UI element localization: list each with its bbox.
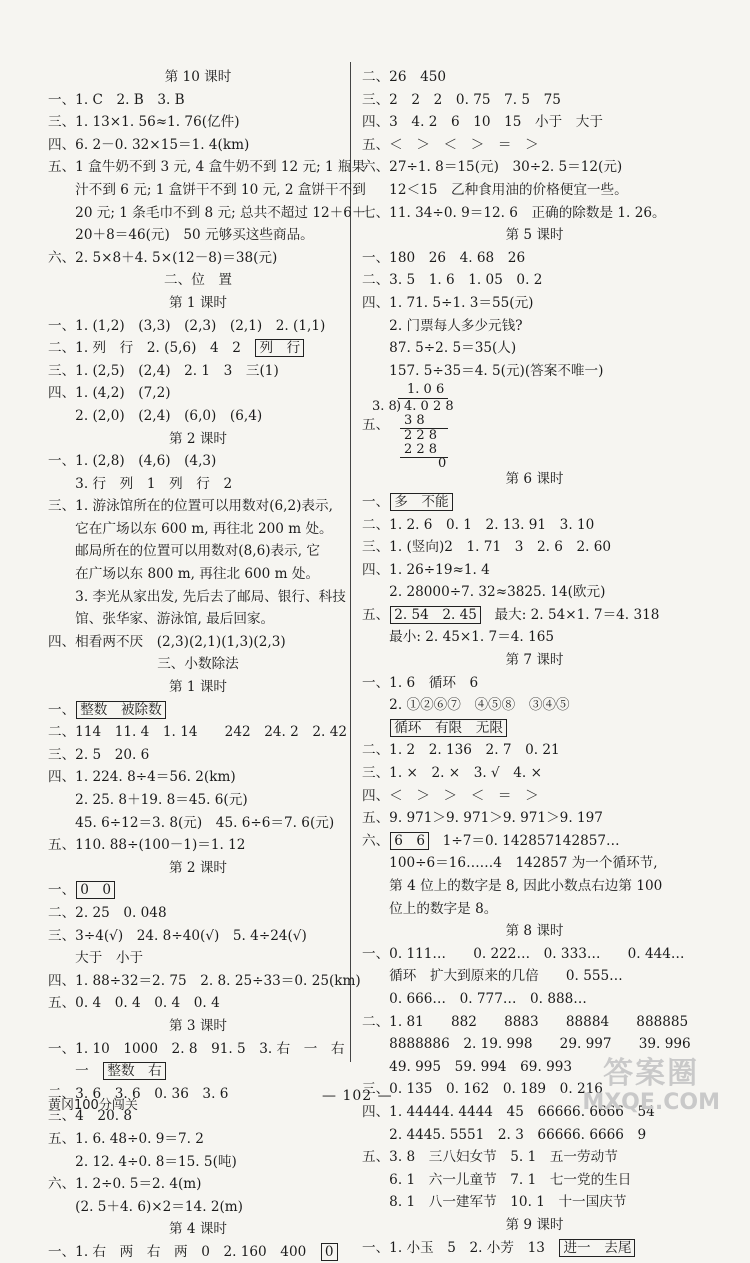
watermark-text: 答案圈 [603, 1056, 700, 1091]
answer-text: 四、相看两不厌 (2,3)(2,1)(1,3)(2,3) [48, 633, 286, 650]
watermark-logo [582, 1057, 720, 1115]
answer-line [48, 586, 348, 609]
section-heading [48, 269, 348, 292]
answer-line [362, 1169, 707, 1192]
answer-text: 2. ①②⑥⑦ ④⑤⑧ ③④⑤ [362, 697, 570, 714]
answer-text: 二、1. 2. 6 0. 1 2. 13. 91 3. 10 [362, 516, 595, 533]
book-title-label: 黄冈100分闯关 [48, 1098, 138, 1113]
answer-text: 三、1. (竖向)2 1. 71 3 2. 6 2. 60 [362, 539, 612, 556]
answer-line [362, 694, 707, 717]
answer-text: 第 4 位上的数字是 8, 因此小数点右边第 100 [362, 878, 663, 894]
answer-text: 六、 [362, 832, 390, 849]
answer-text: 87. 5÷2. 5＝35(人) [362, 340, 517, 357]
answer-line [362, 514, 707, 537]
answer-line [48, 789, 348, 812]
answer-text: 五、0. 4 0. 4 0. 4 0. 4 [48, 995, 220, 1012]
answer-line [48, 766, 348, 789]
division-remainder: 0 [438, 456, 447, 472]
boxed-answer: 循环 有限 无限 [390, 719, 507, 737]
answer-line [48, 631, 348, 654]
answer-line [362, 807, 707, 830]
answer-text: 45. 6÷12＝3. 8(元) 45. 6÷6＝7. 6(元) [48, 814, 335, 831]
answer-line [48, 1060, 348, 1083]
answer-line [48, 970, 361, 993]
section-heading [48, 66, 348, 89]
answer-text: 四、6. 2－0. 32×15＝1. 4(km) [48, 136, 250, 153]
answer-text: 二、26 450 [362, 69, 447, 85]
answer-text: 二、1. 81 882 8883 88884 888885 [362, 1013, 689, 1030]
answer-line [48, 473, 348, 496]
answer-text: 第 8 课时 [505, 923, 564, 940]
section-heading [48, 1015, 348, 1038]
answer-line [362, 965, 707, 988]
answer-text: 馆、张华家、游泳馆, 最后回家。 [48, 611, 275, 628]
answer-text: 49. 995 59. 994 69. 993 [362, 1058, 573, 1075]
boxed-answer: 0 0 [76, 881, 115, 899]
answer-text: 0. 666… 0. 777… 0. 888… [362, 990, 587, 1007]
answer-text: 第 10 课时 [164, 69, 232, 85]
answer-text: 2. 28000÷7. 32≈3825. 14(欧元) [362, 584, 606, 601]
answer-text: 三、2. 5 20. 6 [48, 746, 150, 763]
answer-line [48, 518, 348, 541]
answer-text: 一、 [362, 493, 390, 510]
answer-text: 六、27÷1. 8＝15(元) 30÷2. 5＝12(元) [362, 159, 623, 176]
answer-text: 七、11. 34÷0. 9＝12. 6 正确的除数是 1. 26。 [362, 204, 666, 221]
boxed-answer: 多 不能 [390, 493, 452, 511]
answer-line [48, 495, 348, 518]
answer-text: 四、1. 71. 5÷1. 3＝55(元) [362, 294, 534, 311]
answer-line [362, 626, 707, 649]
answer-line [362, 1237, 707, 1260]
answer-text: 第 1 课时 [168, 294, 228, 311]
answer-text: 2. 门票每人多少元钱? [362, 317, 523, 334]
answer-text: 五、110. 88÷(100－1)＝1. 12 [48, 837, 246, 854]
answer-line [362, 785, 707, 808]
section-heading [48, 857, 348, 880]
answer-text: 第 3 课时 [168, 1017, 228, 1034]
answer-line [362, 1191, 707, 1214]
answer-text: 邮局所在的位置可以用数对(8,6)表示, 它 [48, 543, 320, 560]
division-divisor: 3. 8 [372, 399, 397, 415]
answer-line [48, 699, 348, 722]
answer-line [48, 450, 348, 473]
division-bracket-side: ) [396, 399, 402, 415]
answer-line [362, 875, 707, 898]
answer-text: 二、1. 2 2. 136 2. 7 0. 21 [362, 742, 560, 759]
answer-line [362, 156, 707, 179]
answer-line [48, 1196, 348, 1219]
answer-line [362, 269, 707, 292]
answer-line [362, 739, 707, 762]
answer-line [362, 559, 707, 582]
boxed-answer: 0 [321, 1243, 338, 1261]
boxed-answer: 6 6 [390, 832, 429, 850]
answer-text: 在广场以东 800 m, 再往北 600 m 处。 [48, 566, 320, 583]
answer-text: 第 4 课时 [168, 1221, 228, 1238]
answer-text: 二、位 置 [164, 272, 232, 289]
answer-text: 五、1. 6. 48÷0. 9＝7. 2 [48, 1130, 204, 1147]
division-quotient: 1. 0 6 [407, 382, 445, 398]
answer-line [362, 717, 707, 740]
answer-text: 第 2 课时 [168, 430, 228, 447]
answer-text: 五、 [362, 606, 390, 623]
answer-text: 8. 1 八一建军节 10. 1 十一国庆节 [362, 1194, 627, 1211]
answer-text: 大于 小于 [48, 950, 144, 967]
watermark-url: MXQE.COM [582, 1090, 720, 1115]
answer-line [48, 834, 348, 857]
section-heading [48, 1218, 348, 1241]
answer-line [362, 581, 707, 604]
answer-text: 2. (2,0) (2,4) (6,0) (6,4) [48, 407, 263, 424]
answer-line [362, 604, 707, 627]
answer-line [48, 992, 348, 1015]
answer-text: 二、114 11. 4 1. 14 242 24. 2 2. 42 [48, 724, 347, 741]
answer-line [48, 540, 348, 563]
answer-line [48, 360, 348, 383]
answer-text: 五、1 盒牛奶不到 3 元, 4 盒牛奶不到 12 元; 1 瓶果 [48, 159, 366, 176]
answer-line [362, 1033, 707, 1056]
answer-line [48, 947, 348, 970]
answer-text: 一、1. (2,8) (4,6) (4,3) [48, 453, 217, 470]
answer-line [362, 247, 707, 270]
division-step-2: 2 2 8 [404, 428, 438, 444]
answer-line [362, 852, 707, 875]
answer-text: 一、0. 111… 0. 222… 0. 333… 0. 444… [362, 945, 685, 962]
answer-text: 二、3. 6 3. 6 0. 36 3. 6 [48, 1085, 229, 1102]
answer-text: 它在广场以东 600 m, 再往北 200 m 处。 [48, 520, 333, 537]
answer-text: 五、9. 971＞9. 971＞9. 971＞9. 197 [362, 810, 603, 827]
section-heading [362, 468, 707, 491]
answer-text: 第 5 课时 [505, 227, 564, 244]
answer-text-after: 1÷7＝0. 142857142857… [429, 832, 620, 849]
division-dividend: 4. 0 2 8 [404, 399, 454, 415]
boxed-answer: 整数 右 [103, 1062, 165, 1080]
answer-text: 一、 [48, 701, 76, 718]
boxed-answer: 列 行 [255, 339, 304, 357]
answer-text: 一、1. (1,2) (3,3) (2,3) (2,1) 2. (1,1) [48, 317, 326, 334]
answer-line [48, 134, 348, 157]
answer-line [362, 943, 707, 966]
answer-line [48, 111, 348, 134]
answer-text: 六、2. 5×8＋4. 5×(12－8)＝38(元) [48, 249, 278, 266]
answer-line [48, 224, 348, 247]
long-division-block [362, 382, 707, 472]
answer-text: 最小: 2. 45×1. 7＝4. 165 [362, 629, 555, 646]
answer-text: 一、 [48, 882, 76, 899]
section-heading [362, 224, 707, 247]
answer-line [48, 879, 348, 902]
answer-line [362, 762, 707, 785]
answer-text: 三、1. (2,5) (2,4) 2. 1 3 三(1) [48, 362, 279, 379]
answer-text: 一、1. 6 循环 6 [362, 674, 479, 691]
answer-line [48, 89, 348, 112]
boxed-answer: 整数 被除数 [76, 701, 166, 719]
right-top-block [362, 66, 707, 382]
answer-line [48, 382, 348, 405]
answer-line [48, 608, 348, 631]
answer-text: 六、1. 2÷0. 5＝2. 4(m) [48, 1176, 202, 1193]
answer-text: 四、1. 44444. 4444 45 66666. 6666 54 [362, 1103, 655, 1120]
section-heading [48, 676, 348, 699]
answer-line [362, 491, 707, 514]
answer-text: 2. 12. 4÷0. 8＝15. 5(吨) [48, 1153, 237, 1170]
answer-text: 20＋8＝46(元) 50 元够买这些商品。 [48, 227, 314, 244]
answer-text: 三、4 20. 8 [48, 1108, 133, 1125]
answer-text: 6. 1 六一儿童节 7. 1 七一党的生日 [362, 1171, 632, 1188]
answer-text: 一 [48, 1063, 103, 1080]
answer-text: 三、3÷4(√) 24. 8÷40(√) 5. 4÷24(√) [48, 927, 307, 944]
boxed-answer: 2. 54 2. 45 [390, 606, 481, 624]
answer-text: 3. 行 列 1 列 行 2 [48, 475, 233, 492]
section-heading [48, 292, 348, 315]
answer-text: 第 6 课时 [505, 471, 564, 488]
answer-line [48, 563, 348, 586]
answer-text: 2. 25. 8＋19. 8＝45. 6(元) [48, 792, 248, 808]
answer-line [48, 202, 366, 225]
section-heading [48, 653, 348, 676]
answer-text: 3. 李光从家出发, 先后去了邮局、银行、科技 [48, 588, 346, 605]
answer-text: 四、1. 26÷19≈1. 4 [362, 561, 490, 578]
answer-line [362, 66, 707, 89]
answer-line [48, 156, 366, 179]
answer-text: 20 元; 1 条毛巾不到 8 元; 总共不超过 12＋6＋ [48, 204, 366, 221]
answer-line [48, 1128, 348, 1151]
answer-text: 五、＜ ＞ ＜ ＞ ＝ ＞ [362, 136, 539, 153]
answer-text: 四、1. (4,2) (7,2) [48, 385, 171, 402]
answer-line [362, 830, 707, 853]
answer-line [362, 898, 707, 921]
answer-text: 三、1. 13×1. 56≈1. 76(亿件) [48, 114, 240, 131]
answer-line [48, 1241, 348, 1263]
section-heading [48, 428, 348, 451]
answer-text: 一、1. 小玉 5 2. 小芳 13 [362, 1239, 559, 1256]
section-heading [362, 920, 707, 943]
answer-line [48, 812, 348, 835]
answer-line [362, 337, 707, 360]
answer-text: 三、1. × 2. × 3. √ 4. × [362, 765, 542, 782]
answer-text: 一、1. 右 两 右 两 0 2. 160 400 [48, 1243, 320, 1260]
answer-line [362, 89, 707, 112]
answer-line [48, 1038, 348, 1061]
answer-text: 一、1. 10 1000 2. 8 91. 5 3. 右 一 右 [48, 1040, 345, 1057]
answer-line [362, 988, 707, 1011]
answer-text: 四、＜ ＞ ＞ ＜ ＝ ＞ [362, 787, 539, 804]
answer-text: 一、1. C 2. B 3. B [48, 91, 185, 108]
answer-line [362, 1011, 707, 1034]
answer-text: 三、小数除法 [157, 656, 239, 673]
answer-line [48, 1151, 348, 1174]
answer-text: 二、3. 5 1. 6 1. 05 0. 2 [362, 272, 543, 289]
answer-line [48, 721, 348, 744]
answer-line [362, 134, 707, 157]
answer-text: 二、2. 25 0. 048 [48, 904, 167, 921]
answer-text: 2. 4445. 5551 2. 3 66666. 6666 9 [362, 1126, 647, 1143]
answer-text: 三、2 2 2 0. 75 7. 5 75 [362, 91, 561, 108]
answer-line [362, 536, 707, 559]
answer-text: 第 7 课时 [505, 652, 564, 669]
division-label: 五、 [362, 417, 390, 434]
answer-text: 循环 扩大到原来的几倍 0. 555… [362, 968, 623, 985]
answer-line [362, 292, 707, 315]
answer-text: 第 2 课时 [168, 859, 228, 876]
answer-text: 四、1. 88÷32＝2. 75 2. 8. 25÷33＝0. 25(km) [48, 972, 361, 989]
right-bottom-block [362, 468, 707, 1259]
answer-text: 一、180 26 4. 68 26 [362, 249, 526, 266]
answer-line [48, 925, 348, 948]
answer-line [48, 744, 348, 767]
answer-text: 第 1 课时 [168, 679, 228, 696]
answer-text: 二、1. 列 行 2. (5,6) 4 2 [48, 340, 255, 357]
answer-line [362, 202, 707, 225]
answer-line [362, 1146, 707, 1169]
boxed-answer: 进一 去尾 [559, 1239, 635, 1257]
answer-line [48, 179, 366, 202]
answer-line [48, 902, 348, 925]
answer-text: 汁不到 6 元; 1 盒饼干不到 10 元, 2 盒饼干不到 [48, 181, 366, 198]
answer-line [362, 1124, 707, 1147]
division-step-3: 2 2 8 [404, 442, 438, 458]
answer-line [48, 1173, 348, 1196]
answer-text: 四、3 4. 2 6 10 15 小于 大于 [362, 114, 603, 131]
answer-line [48, 247, 348, 270]
division-step-1: 3 8 [404, 413, 425, 429]
answer-text: 位上的数字是 8。 [362, 900, 498, 917]
answer-text: (2. 5＋4. 6)×2＝14. 2(m) [48, 1198, 243, 1215]
answer-text: 100÷6＝16……4 142857 为一个循环节, [362, 855, 662, 872]
answer-text: 第 9 课时 [505, 1216, 564, 1233]
answer-text: 三、1. 游泳馆所在的位置可以用数对(6,2)表示, [48, 498, 338, 515]
answer-text: 8888886 2. 19. 998 29. 997 39. 996 [362, 1036, 691, 1053]
answer-text-after: 最大: 2. 54×1. 7＝4. 318 [480, 606, 660, 623]
page-number: — 102 — [322, 1088, 393, 1104]
answer-text: 12＜15 乙种食用油的价格便宜一些。 [362, 181, 628, 198]
section-heading [362, 1214, 707, 1237]
answer-text: 157. 5÷35＝4. 5(元)(答案不唯一) [362, 362, 604, 379]
answer-line [362, 179, 707, 202]
section-heading [362, 649, 707, 672]
answer-text [362, 720, 389, 736]
answer-text: 五、3. 8 三八妇女节 5. 1 五一劳动节 [362, 1149, 618, 1166]
answer-line [362, 315, 707, 338]
answer-line [362, 672, 707, 695]
answer-line [48, 405, 348, 428]
answer-line [362, 111, 707, 134]
answer-text: 四、1. 224. 8÷4＝56. 2(km) [48, 769, 236, 786]
answer-line [48, 337, 348, 360]
answer-line [362, 360, 707, 383]
answer-line [48, 315, 348, 338]
answer-text: 三、0. 135 0. 162 0. 189 0. 216 [362, 1081, 603, 1098]
